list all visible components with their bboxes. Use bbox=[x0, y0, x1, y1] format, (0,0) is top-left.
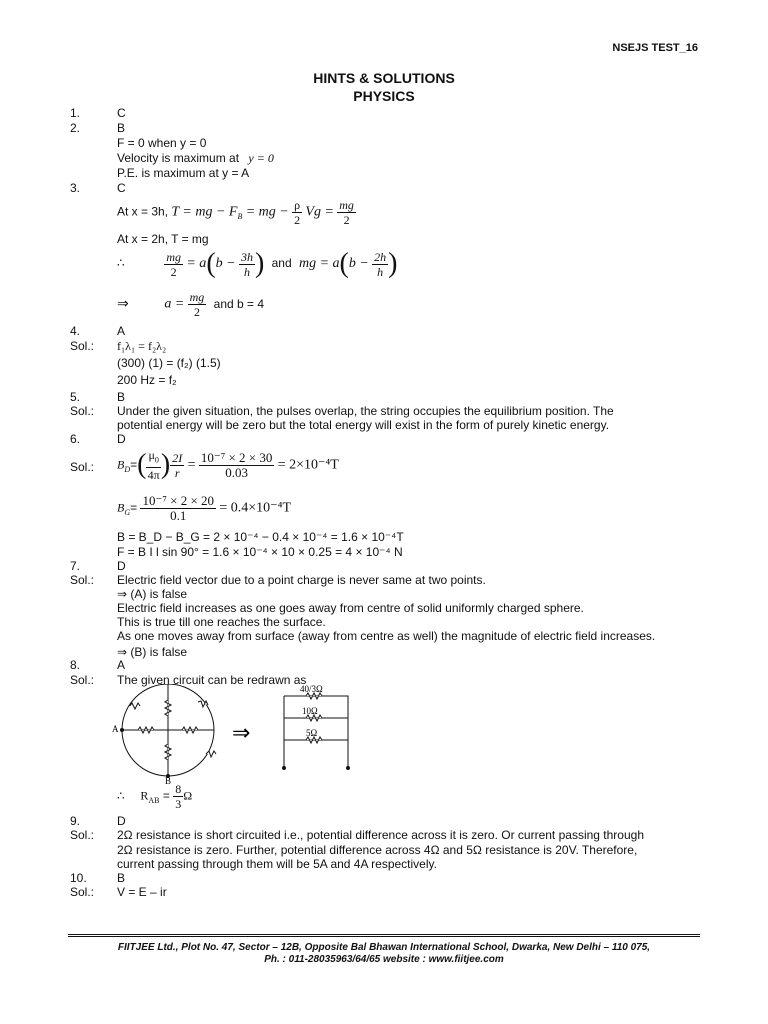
q8-r-sub: AB bbox=[148, 796, 160, 806]
q3-line2: At x = 2h, T = mg bbox=[117, 232, 209, 246]
q4-sol: Sol.: bbox=[70, 339, 95, 353]
test-code: NSEJS TEST_16 bbox=[612, 42, 698, 54]
footer-contact: Ph. : 011-28035963/64/65 website : www.fiitjee.com bbox=[264, 954, 504, 965]
q4-line1: f₁λ₁ = f₂λ₂ bbox=[117, 339, 167, 353]
q3-rho: ρ bbox=[294, 198, 301, 212]
q2-line1: F = 0 when y = 0 bbox=[117, 136, 207, 150]
q2-number: 2. bbox=[70, 121, 81, 135]
q8-eq: = bbox=[162, 788, 170, 803]
q8-num: 8 bbox=[175, 782, 182, 796]
q4-line3: 200 Hz = f₂ bbox=[117, 373, 177, 387]
q6-result1: = 2×10⁻⁴T bbox=[277, 457, 339, 473]
q6-line3: B = B_D − B_G = 2 × 10⁻⁴ − 0.4 × 10⁻⁴ = 1.6 × 10⁻⁴T bbox=[117, 530, 404, 544]
q1-answer: C bbox=[117, 106, 126, 120]
q3-frac-num: mg bbox=[339, 198, 354, 212]
q8-den: 3 bbox=[175, 797, 182, 811]
q7-line2: ⇒ (A) is false bbox=[117, 587, 188, 601]
q8-r: R bbox=[140, 788, 149, 803]
q8-unit: Ω bbox=[183, 788, 193, 803]
q5-number: 5. bbox=[70, 390, 81, 404]
q6-num1: 10⁻⁷ × 2 × 30 bbox=[200, 449, 273, 465]
q3-line1-text: At x = 3h, bbox=[117, 204, 169, 219]
q6-eq: = bbox=[130, 457, 138, 472]
q8-line1: The given circuit can be redrawn as bbox=[117, 673, 307, 687]
page-title: HINTS & SOLUTIONS bbox=[313, 70, 455, 86]
q10-answer: B bbox=[117, 871, 126, 885]
q3-line1 bbox=[117, 198, 356, 227]
q3-frac-den: 2 bbox=[343, 213, 350, 227]
q3-line3: ∴ $\frac{mg}{2}$ = a(b − $\frac{3h}{h}$ ) and mg = a(b − $\frac{2h}{h}$ ) bbox=[117, 248, 398, 279]
q3-vg: Vg = bbox=[305, 204, 334, 220]
q3-l3-den: 2 bbox=[170, 264, 177, 279]
q4-number: 4. bbox=[70, 324, 81, 338]
q6-4pi: 4π bbox=[147, 468, 160, 483]
q6-line4: F = B I l sin 90° = 1.6 × 10⁻⁴ × 10 × 0.25 = 4 × 10⁻⁴ N bbox=[117, 545, 403, 559]
q3-fb-sub: B bbox=[237, 212, 243, 222]
q2-line2-text: Velocity is maximum at bbox=[117, 151, 240, 165]
q6-bg-sub: G bbox=[124, 508, 131, 518]
q6-mu-sub: 0 bbox=[154, 455, 159, 465]
q3-l4-num: mg bbox=[189, 290, 205, 304]
q6-r: r bbox=[174, 465, 180, 480]
q5-sol: Sol.: bbox=[70, 404, 95, 418]
q3-tension: T = mg − F bbox=[171, 204, 238, 220]
q9-sol: Sol.: bbox=[70, 828, 95, 842]
res-40-3: 40/3Ω bbox=[300, 684, 323, 694]
q6-number: 6. bbox=[70, 432, 81, 446]
q9-line2: 2Ω resistance is zero. Further, potential difference across 4Ω and 5Ω resistance is 20V. Therefore, bbox=[117, 843, 638, 857]
q6-eq2: = bbox=[130, 500, 138, 515]
q3-a-eq: a = bbox=[164, 296, 185, 312]
q6-mu: μ bbox=[148, 448, 155, 462]
q3-2h: 2h bbox=[374, 249, 387, 264]
q8-number: 8. bbox=[70, 658, 81, 672]
q6-bg: B bbox=[117, 500, 125, 515]
q9-line3: current passing through them will be 5A and 4A respectively. bbox=[117, 857, 437, 871]
q4-answer: A bbox=[117, 324, 126, 338]
q6-sol: Sol.: bbox=[70, 460, 95, 474]
q7-line1: Electric field vector due to a point charge is never same at two points. bbox=[117, 573, 486, 587]
q3-number: 3. bbox=[70, 181, 81, 195]
subject-title: PHYSICS bbox=[353, 88, 415, 104]
q7-line6: ⇒ (B) is false bbox=[117, 645, 188, 659]
q10-sol: Sol.: bbox=[70, 885, 95, 899]
q5-line1: Under the given situation, the pulses overlap, the string occupies the equilibrium position. The bbox=[117, 404, 614, 418]
q7-sol: Sol.: bbox=[70, 573, 95, 587]
q2-line2-eq: y = 0 bbox=[248, 151, 274, 165]
q8-sol: Sol.: bbox=[70, 673, 95, 687]
res-10: 10Ω bbox=[302, 706, 318, 716]
q7-answer: D bbox=[117, 559, 126, 573]
q6-den1: 0.03 bbox=[225, 464, 248, 480]
q6-answer: D bbox=[117, 432, 126, 446]
q3-b2: b − bbox=[348, 256, 369, 272]
q6-num2: 10⁻⁷ × 2 × 20 bbox=[142, 493, 215, 508]
q3-l4-den: 2 bbox=[193, 305, 200, 319]
q6-bd-eq: $B_D=$( $\frac{\mu_0}{4\pi}$ ) $\frac{2I}{r}$ = $\frac{\text{10⁻⁷ × 2 × 30}}{0.03}$ = 2×10⁻⁴T bbox=[117, 448, 339, 483]
q3-h: h bbox=[243, 264, 250, 279]
q7-line3: Electric field increases as one goes away from centre of solid uniformly charged sphere. bbox=[117, 601, 584, 615]
q3-and: and bbox=[271, 256, 292, 271]
therefore-symbol: ∴ bbox=[117, 256, 125, 271]
q1-number: 1. bbox=[70, 106, 81, 120]
q3-answer: C bbox=[117, 181, 126, 195]
q7-line5: As one moves away from surface (away from centre as well) the magnitude of electric field increases. bbox=[117, 629, 656, 643]
q3-and-b: and b = 4 bbox=[213, 296, 265, 311]
q6-bd-sub: D bbox=[124, 464, 131, 474]
q3-eq-a: = a bbox=[186, 256, 207, 272]
footer-address: FIITJEE Ltd., Plot No. 47, Sector – 12B, Opposite Bal Bhawan International School, Dwarka, New Delhi – 110 075, bbox=[117, 942, 651, 953]
node-b: B bbox=[165, 776, 172, 784]
q7-number: 7. bbox=[70, 559, 81, 573]
q6-result2: = 0.4×10⁻⁴T bbox=[219, 500, 292, 516]
q9-number: 9. bbox=[70, 814, 81, 828]
circuit-diagram bbox=[110, 684, 370, 784]
q3-l3-num: mg bbox=[166, 249, 182, 264]
res-5: 5Ω bbox=[306, 728, 318, 738]
q9-line1: 2Ω resistance is short circuited i.e., potential difference across it is zero. Or current passing through bbox=[117, 828, 644, 842]
q2-line2 bbox=[117, 151, 274, 166]
therefore-symbol-2: ∴ bbox=[117, 788, 125, 803]
q5-line2: potential energy will be zero but the total energy will exist in the form of purely kinetic energy. bbox=[117, 418, 610, 432]
q8-result bbox=[117, 782, 192, 811]
footer-rule bbox=[68, 934, 700, 937]
q5-answer: B bbox=[117, 390, 126, 404]
q6-den2: 0.1 bbox=[170, 508, 187, 523]
q6-bd: B bbox=[117, 457, 125, 472]
q7-line4: This is true till one reaches the surface. bbox=[117, 615, 326, 629]
q8-answer: A bbox=[117, 658, 126, 672]
q10-number: 10. bbox=[70, 871, 87, 885]
q3-line4 bbox=[117, 290, 264, 319]
q3-mg-eq: mg = a bbox=[298, 256, 340, 272]
q6-2i: 2I bbox=[172, 450, 183, 465]
q3-two: 2 bbox=[294, 213, 301, 227]
q9-answer: D bbox=[117, 814, 126, 828]
q6-bg-eq bbox=[117, 494, 291, 523]
q10-line1: V = E – ir bbox=[117, 885, 167, 899]
q3-b: b − bbox=[215, 256, 236, 272]
q2-line3: P.E. is maximum at y = A bbox=[117, 166, 250, 180]
q4-line2: (300) (1) = (f₂) (1.5) bbox=[117, 356, 221, 370]
q3-3h: 3h bbox=[240, 249, 253, 264]
arrow: ⇒ bbox=[232, 720, 251, 745]
q3-mg: = mg − bbox=[245, 204, 289, 220]
q3-h2: h bbox=[377, 264, 384, 279]
q2-answer: B bbox=[117, 121, 126, 135]
node-a: A bbox=[112, 724, 119, 734]
implies-symbol: ⇒ bbox=[117, 294, 129, 311]
